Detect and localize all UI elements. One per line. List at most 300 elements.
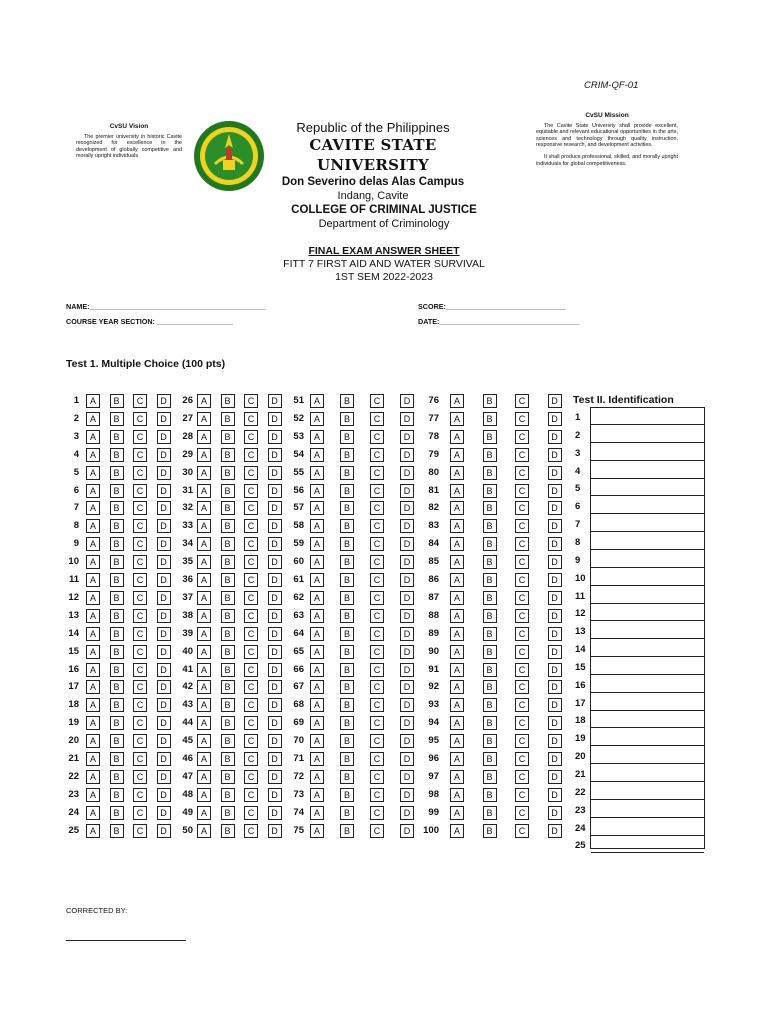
- answer-option-c[interactable]: C: [244, 537, 258, 551]
- answer-option-a[interactable]: A: [197, 788, 211, 802]
- answer-option-b[interactable]: B: [221, 484, 235, 498]
- answer-option-c[interactable]: C: [515, 609, 529, 623]
- answer-option-b[interactable]: B: [221, 734, 235, 748]
- answer-option-c[interactable]: C: [515, 824, 529, 838]
- answer-option-b[interactable]: B: [483, 770, 497, 784]
- answer-option-c[interactable]: C: [515, 555, 529, 569]
- answer-option-c[interactable]: C: [244, 591, 258, 605]
- answer-option-b[interactable]: B: [110, 663, 124, 677]
- answer-option-a[interactable]: A: [310, 645, 324, 659]
- answer-option-b[interactable]: B: [483, 573, 497, 587]
- answer-option-c[interactable]: C: [515, 448, 529, 462]
- answer-option-b[interactable]: B: [483, 430, 497, 444]
- answer-option-d[interactable]: D: [268, 466, 282, 480]
- answer-option-b[interactable]: B: [221, 788, 235, 802]
- answer-option-d[interactable]: D: [268, 430, 282, 444]
- answer-option-c[interactable]: C: [133, 448, 147, 462]
- answer-option-a[interactable]: A: [86, 484, 100, 498]
- answer-option-b[interactable]: B: [110, 412, 124, 426]
- answer-option-b[interactable]: B: [110, 448, 124, 462]
- answer-option-c[interactable]: C: [515, 430, 529, 444]
- answer-option-b[interactable]: B: [340, 806, 354, 820]
- answer-option-b[interactable]: B: [483, 555, 497, 569]
- answer-option-b[interactable]: B: [340, 645, 354, 659]
- answer-option-d[interactable]: D: [548, 645, 562, 659]
- answer-option-a[interactable]: A: [450, 466, 464, 480]
- answer-option-b[interactable]: B: [483, 824, 497, 838]
- answer-option-a[interactable]: A: [197, 591, 211, 605]
- answer-option-c[interactable]: C: [244, 752, 258, 766]
- answer-option-d[interactable]: D: [400, 573, 414, 587]
- identification-answer-line[interactable]: [591, 745, 704, 746]
- answer-option-b[interactable]: B: [110, 609, 124, 623]
- answer-option-b[interactable]: B: [340, 394, 354, 408]
- answer-option-c[interactable]: C: [244, 573, 258, 587]
- answer-option-c[interactable]: C: [133, 537, 147, 551]
- answer-option-a[interactable]: A: [197, 501, 211, 515]
- answer-option-b[interactable]: B: [110, 734, 124, 748]
- answer-option-c[interactable]: C: [244, 806, 258, 820]
- answer-option-d[interactable]: D: [548, 663, 562, 677]
- answer-option-c[interactable]: C: [244, 788, 258, 802]
- identification-answer-line[interactable]: [591, 852, 704, 853]
- answer-option-c[interactable]: C: [370, 573, 384, 587]
- answer-option-a[interactable]: A: [450, 609, 464, 623]
- answer-option-c[interactable]: C: [370, 716, 384, 730]
- answer-option-a[interactable]: A: [86, 573, 100, 587]
- answer-option-d[interactable]: D: [400, 519, 414, 533]
- answer-option-d[interactable]: D: [268, 734, 282, 748]
- answer-option-d[interactable]: D: [157, 663, 171, 677]
- answer-option-c[interactable]: C: [133, 645, 147, 659]
- answer-option-c[interactable]: C: [370, 430, 384, 444]
- answer-option-a[interactable]: A: [86, 806, 100, 820]
- identification-answer-line[interactable]: [591, 603, 704, 604]
- answer-option-b[interactable]: B: [110, 555, 124, 569]
- answer-option-a[interactable]: A: [86, 501, 100, 515]
- answer-option-d[interactable]: D: [157, 448, 171, 462]
- answer-option-c[interactable]: C: [370, 484, 384, 498]
- answer-option-b[interactable]: B: [221, 394, 235, 408]
- answer-option-a[interactable]: A: [310, 627, 324, 641]
- answer-option-d[interactable]: D: [400, 448, 414, 462]
- answer-option-a[interactable]: A: [450, 627, 464, 641]
- answer-option-b[interactable]: B: [483, 537, 497, 551]
- answer-option-a[interactable]: A: [197, 412, 211, 426]
- answer-option-d[interactable]: D: [548, 752, 562, 766]
- answer-option-c[interactable]: C: [244, 555, 258, 569]
- answer-option-d[interactable]: D: [548, 627, 562, 641]
- date-field[interactable]: DATE:___________________________________: [418, 317, 580, 326]
- answer-option-b[interactable]: B: [483, 466, 497, 480]
- answer-option-c[interactable]: C: [515, 591, 529, 605]
- answer-option-d[interactable]: D: [400, 770, 414, 784]
- answer-option-d[interactable]: D: [268, 519, 282, 533]
- answer-option-d[interactable]: D: [157, 412, 171, 426]
- answer-option-b[interactable]: B: [483, 412, 497, 426]
- answer-option-d[interactable]: D: [400, 734, 414, 748]
- answer-option-a[interactable]: A: [86, 519, 100, 533]
- answer-option-d[interactable]: D: [268, 555, 282, 569]
- answer-option-c[interactable]: C: [515, 716, 529, 730]
- identification-answer-line[interactable]: [591, 460, 704, 461]
- answer-option-b[interactable]: B: [483, 806, 497, 820]
- answer-option-a[interactable]: A: [450, 412, 464, 426]
- answer-option-c[interactable]: C: [515, 752, 529, 766]
- answer-option-d[interactable]: D: [400, 680, 414, 694]
- answer-option-c[interactable]: C: [133, 770, 147, 784]
- answer-option-c[interactable]: C: [244, 466, 258, 480]
- answer-option-a[interactable]: A: [450, 716, 464, 730]
- answer-option-c[interactable]: C: [244, 770, 258, 784]
- answer-option-b[interactable]: B: [110, 788, 124, 802]
- answer-option-c[interactable]: C: [370, 555, 384, 569]
- answer-option-b[interactable]: B: [221, 752, 235, 766]
- answer-option-b[interactable]: B: [483, 734, 497, 748]
- answer-option-c[interactable]: C: [244, 663, 258, 677]
- answer-option-d[interactable]: D: [548, 716, 562, 730]
- answer-option-a[interactable]: A: [197, 663, 211, 677]
- answer-option-b[interactable]: B: [340, 770, 354, 784]
- answer-option-d[interactable]: D: [157, 627, 171, 641]
- answer-option-b[interactable]: B: [483, 716, 497, 730]
- answer-option-d[interactable]: D: [548, 698, 562, 712]
- answer-option-d[interactable]: D: [157, 394, 171, 408]
- answer-option-a[interactable]: A: [197, 806, 211, 820]
- answer-option-a[interactable]: A: [450, 591, 464, 605]
- identification-answer-line[interactable]: [591, 674, 704, 675]
- answer-option-b[interactable]: B: [483, 698, 497, 712]
- answer-option-b[interactable]: B: [110, 627, 124, 641]
- answer-option-c[interactable]: C: [133, 806, 147, 820]
- answer-option-d[interactable]: D: [268, 394, 282, 408]
- answer-option-a[interactable]: A: [197, 716, 211, 730]
- answer-option-d[interactable]: D: [268, 716, 282, 730]
- answer-option-c[interactable]: C: [515, 770, 529, 784]
- answer-option-c[interactable]: C: [133, 430, 147, 444]
- answer-option-c[interactable]: C: [133, 627, 147, 641]
- answer-option-b[interactable]: B: [483, 448, 497, 462]
- answer-option-a[interactable]: A: [86, 448, 100, 462]
- answer-option-c[interactable]: C: [370, 537, 384, 551]
- answer-option-a[interactable]: A: [197, 698, 211, 712]
- answer-option-a[interactable]: A: [86, 412, 100, 426]
- answer-option-d[interactable]: D: [268, 412, 282, 426]
- answer-option-d[interactable]: D: [268, 537, 282, 551]
- answer-option-a[interactable]: A: [450, 430, 464, 444]
- answer-option-d[interactable]: D: [548, 788, 562, 802]
- answer-option-d[interactable]: D: [268, 698, 282, 712]
- answer-option-a[interactable]: A: [310, 663, 324, 677]
- answer-option-c[interactable]: C: [370, 448, 384, 462]
- answer-option-a[interactable]: A: [197, 752, 211, 766]
- identification-answer-line[interactable]: [591, 531, 704, 532]
- answer-option-b[interactable]: B: [483, 752, 497, 766]
- answer-option-a[interactable]: A: [197, 609, 211, 623]
- answer-option-b[interactable]: B: [110, 752, 124, 766]
- answer-option-a[interactable]: A: [310, 609, 324, 623]
- answer-option-a[interactable]: A: [197, 645, 211, 659]
- answer-option-c[interactable]: C: [133, 752, 147, 766]
- answer-option-c[interactable]: C: [370, 824, 384, 838]
- answer-option-c[interactable]: C: [133, 555, 147, 569]
- answer-option-d[interactable]: D: [157, 645, 171, 659]
- answer-option-b[interactable]: B: [110, 806, 124, 820]
- answer-option-b[interactable]: B: [110, 591, 124, 605]
- answer-option-a[interactable]: A: [310, 824, 324, 838]
- answer-option-a[interactable]: A: [86, 698, 100, 712]
- answer-option-b[interactable]: B: [483, 591, 497, 605]
- answer-option-b[interactable]: B: [110, 430, 124, 444]
- answer-option-a[interactable]: A: [197, 770, 211, 784]
- answer-option-b[interactable]: B: [221, 680, 235, 694]
- answer-option-a[interactable]: A: [450, 484, 464, 498]
- answer-option-a[interactable]: A: [450, 734, 464, 748]
- answer-option-b[interactable]: B: [221, 824, 235, 838]
- answer-option-a[interactable]: A: [197, 430, 211, 444]
- answer-option-c[interactable]: C: [133, 680, 147, 694]
- answer-option-d[interactable]: D: [400, 555, 414, 569]
- answer-option-b[interactable]: B: [221, 627, 235, 641]
- answer-option-a[interactable]: A: [310, 680, 324, 694]
- answer-option-c[interactable]: C: [515, 788, 529, 802]
- answer-option-d[interactable]: D: [548, 412, 562, 426]
- answer-option-b[interactable]: B: [340, 824, 354, 838]
- answer-option-a[interactable]: A: [310, 591, 324, 605]
- answer-option-c[interactable]: C: [244, 501, 258, 515]
- identification-answer-line[interactable]: [591, 817, 704, 818]
- answer-option-c[interactable]: C: [244, 609, 258, 623]
- answer-option-d[interactable]: D: [548, 448, 562, 462]
- answer-option-c[interactable]: C: [244, 484, 258, 498]
- identification-answer-line[interactable]: [591, 620, 704, 621]
- answer-option-d[interactable]: D: [548, 466, 562, 480]
- answer-option-d[interactable]: D: [400, 806, 414, 820]
- answer-option-b[interactable]: B: [110, 573, 124, 587]
- answer-option-d[interactable]: D: [400, 824, 414, 838]
- answer-option-d[interactable]: D: [268, 788, 282, 802]
- answer-option-c[interactable]: C: [244, 645, 258, 659]
- identification-answer-line[interactable]: [591, 585, 704, 586]
- answer-option-d[interactable]: D: [400, 698, 414, 712]
- answer-option-a[interactable]: A: [310, 430, 324, 444]
- answer-option-a[interactable]: A: [197, 627, 211, 641]
- answer-option-a[interactable]: A: [86, 627, 100, 641]
- answer-option-a[interactable]: A: [197, 734, 211, 748]
- answer-option-a[interactable]: A: [310, 752, 324, 766]
- answer-option-d[interactable]: D: [400, 716, 414, 730]
- answer-option-d[interactable]: D: [548, 555, 562, 569]
- answer-option-c[interactable]: C: [370, 806, 384, 820]
- answer-option-c[interactable]: C: [370, 591, 384, 605]
- answer-option-a[interactable]: A: [310, 734, 324, 748]
- answer-option-b[interactable]: B: [221, 716, 235, 730]
- answer-option-b[interactable]: B: [221, 806, 235, 820]
- answer-option-b[interactable]: B: [221, 609, 235, 623]
- answer-option-d[interactable]: D: [157, 484, 171, 498]
- answer-option-b[interactable]: B: [340, 609, 354, 623]
- answer-option-d[interactable]: D: [548, 573, 562, 587]
- answer-option-b[interactable]: B: [221, 501, 235, 515]
- answer-option-b[interactable]: B: [340, 555, 354, 569]
- answer-option-d[interactable]: D: [268, 645, 282, 659]
- answer-option-c[interactable]: C: [370, 394, 384, 408]
- answer-option-d[interactable]: D: [268, 663, 282, 677]
- answer-option-d[interactable]: D: [157, 466, 171, 480]
- identification-answer-line[interactable]: [591, 763, 704, 764]
- answer-option-c[interactable]: C: [244, 680, 258, 694]
- answer-option-b[interactable]: B: [110, 519, 124, 533]
- answer-option-a[interactable]: A: [197, 824, 211, 838]
- answer-option-d[interactable]: D: [268, 680, 282, 694]
- identification-answer-line[interactable]: [591, 710, 704, 711]
- answer-option-c[interactable]: C: [515, 573, 529, 587]
- answer-option-b[interactable]: B: [221, 466, 235, 480]
- answer-option-a[interactable]: A: [86, 591, 100, 605]
- answer-option-c[interactable]: C: [370, 501, 384, 515]
- answer-option-b[interactable]: B: [110, 680, 124, 694]
- answer-option-d[interactable]: D: [268, 770, 282, 784]
- answer-option-b[interactable]: B: [483, 519, 497, 533]
- answer-option-c[interactable]: C: [515, 645, 529, 659]
- answer-option-c[interactable]: C: [515, 484, 529, 498]
- answer-option-d[interactable]: D: [268, 806, 282, 820]
- answer-option-c[interactable]: C: [370, 663, 384, 677]
- answer-option-d[interactable]: D: [157, 770, 171, 784]
- answer-option-d[interactable]: D: [268, 627, 282, 641]
- answer-option-c[interactable]: C: [370, 466, 384, 480]
- answer-option-d[interactable]: D: [157, 537, 171, 551]
- answer-option-b[interactable]: B: [110, 645, 124, 659]
- answer-option-b[interactable]: B: [340, 484, 354, 498]
- answer-option-b[interactable]: B: [340, 627, 354, 641]
- answer-option-d[interactable]: D: [400, 609, 414, 623]
- answer-option-b[interactable]: B: [221, 537, 235, 551]
- answer-option-b[interactable]: B: [110, 824, 124, 838]
- answer-option-d[interactable]: D: [268, 448, 282, 462]
- answer-option-d[interactable]: D: [548, 824, 562, 838]
- answer-option-d[interactable]: D: [157, 501, 171, 515]
- answer-option-d[interactable]: D: [268, 484, 282, 498]
- answer-option-b[interactable]: B: [340, 591, 354, 605]
- corrector-signature-line[interactable]: [66, 940, 186, 941]
- answer-option-b[interactable]: B: [340, 448, 354, 462]
- answer-option-d[interactable]: D: [268, 824, 282, 838]
- answer-option-b[interactable]: B: [340, 501, 354, 515]
- answer-option-b[interactable]: B: [221, 519, 235, 533]
- answer-option-c[interactable]: C: [133, 824, 147, 838]
- answer-option-c[interactable]: C: [515, 466, 529, 480]
- answer-option-c[interactable]: C: [133, 663, 147, 677]
- identification-answer-line[interactable]: [591, 478, 704, 479]
- answer-option-b[interactable]: B: [483, 394, 497, 408]
- answer-option-c[interactable]: C: [133, 394, 147, 408]
- answer-option-a[interactable]: A: [450, 537, 464, 551]
- answer-option-b[interactable]: B: [221, 430, 235, 444]
- answer-option-a[interactable]: A: [310, 484, 324, 498]
- answer-option-c[interactable]: C: [370, 412, 384, 426]
- answer-option-d[interactable]: D: [157, 752, 171, 766]
- answer-option-c[interactable]: C: [370, 680, 384, 694]
- answer-option-d[interactable]: D: [157, 824, 171, 838]
- answer-option-d[interactable]: D: [400, 627, 414, 641]
- answer-option-c[interactable]: C: [133, 788, 147, 802]
- answer-option-c[interactable]: C: [515, 698, 529, 712]
- answer-option-c[interactable]: C: [515, 806, 529, 820]
- answer-option-a[interactable]: A: [310, 788, 324, 802]
- answer-option-d[interactable]: D: [157, 591, 171, 605]
- answer-option-a[interactable]: A: [450, 680, 464, 694]
- answer-option-a[interactable]: A: [450, 555, 464, 569]
- answer-option-b[interactable]: B: [483, 663, 497, 677]
- answer-option-a[interactable]: A: [450, 752, 464, 766]
- answer-option-d[interactable]: D: [400, 430, 414, 444]
- answer-option-a[interactable]: A: [86, 394, 100, 408]
- answer-option-b[interactable]: B: [221, 555, 235, 569]
- answer-option-d[interactable]: D: [157, 430, 171, 444]
- answer-option-a[interactable]: A: [310, 412, 324, 426]
- answer-option-d[interactable]: D: [548, 734, 562, 748]
- answer-option-c[interactable]: C: [515, 627, 529, 641]
- answer-option-b[interactable]: B: [483, 645, 497, 659]
- answer-option-d[interactable]: D: [157, 519, 171, 533]
- answer-option-c[interactable]: C: [370, 698, 384, 712]
- answer-option-c[interactable]: C: [370, 770, 384, 784]
- answer-option-a[interactable]: A: [86, 716, 100, 730]
- answer-option-c[interactable]: C: [244, 430, 258, 444]
- answer-option-a[interactable]: A: [197, 484, 211, 498]
- answer-option-d[interactable]: D: [400, 501, 414, 515]
- answer-option-b[interactable]: B: [110, 537, 124, 551]
- answer-option-c[interactable]: C: [515, 680, 529, 694]
- answer-option-d[interactable]: D: [400, 484, 414, 498]
- answer-option-b[interactable]: B: [340, 788, 354, 802]
- answer-option-d[interactable]: D: [548, 501, 562, 515]
- answer-option-c[interactable]: C: [244, 824, 258, 838]
- answer-option-d[interactable]: D: [400, 752, 414, 766]
- answer-option-c[interactable]: C: [244, 716, 258, 730]
- answer-option-b[interactable]: B: [340, 716, 354, 730]
- answer-option-c[interactable]: C: [244, 627, 258, 641]
- answer-option-b[interactable]: B: [221, 698, 235, 712]
- answer-option-b[interactable]: B: [221, 645, 235, 659]
- answer-option-c[interactable]: C: [244, 698, 258, 712]
- answer-option-b[interactable]: B: [110, 394, 124, 408]
- identification-answer-line[interactable]: [591, 513, 704, 514]
- answer-option-b[interactable]: B: [483, 627, 497, 641]
- answer-option-a[interactable]: A: [450, 501, 464, 515]
- answer-option-d[interactable]: D: [400, 537, 414, 551]
- answer-option-c[interactable]: C: [515, 537, 529, 551]
- answer-option-c[interactable]: C: [370, 627, 384, 641]
- answer-option-d[interactable]: D: [548, 519, 562, 533]
- answer-option-c[interactable]: C: [133, 484, 147, 498]
- answer-option-d[interactable]: D: [548, 591, 562, 605]
- answer-option-a[interactable]: A: [450, 698, 464, 712]
- answer-option-d[interactable]: D: [548, 680, 562, 694]
- answer-option-a[interactable]: A: [450, 770, 464, 784]
- answer-option-b[interactable]: B: [483, 680, 497, 694]
- answer-option-d[interactable]: D: [268, 752, 282, 766]
- answer-option-b[interactable]: B: [221, 770, 235, 784]
- answer-option-c[interactable]: C: [244, 412, 258, 426]
- answer-option-a[interactable]: A: [86, 430, 100, 444]
- answer-option-a[interactable]: A: [197, 680, 211, 694]
- identification-answer-line[interactable]: [591, 692, 704, 693]
- score-field[interactable]: SCORE:______________________________: [418, 302, 566, 311]
- answer-option-d[interactable]: D: [268, 591, 282, 605]
- answer-option-b[interactable]: B: [221, 663, 235, 677]
